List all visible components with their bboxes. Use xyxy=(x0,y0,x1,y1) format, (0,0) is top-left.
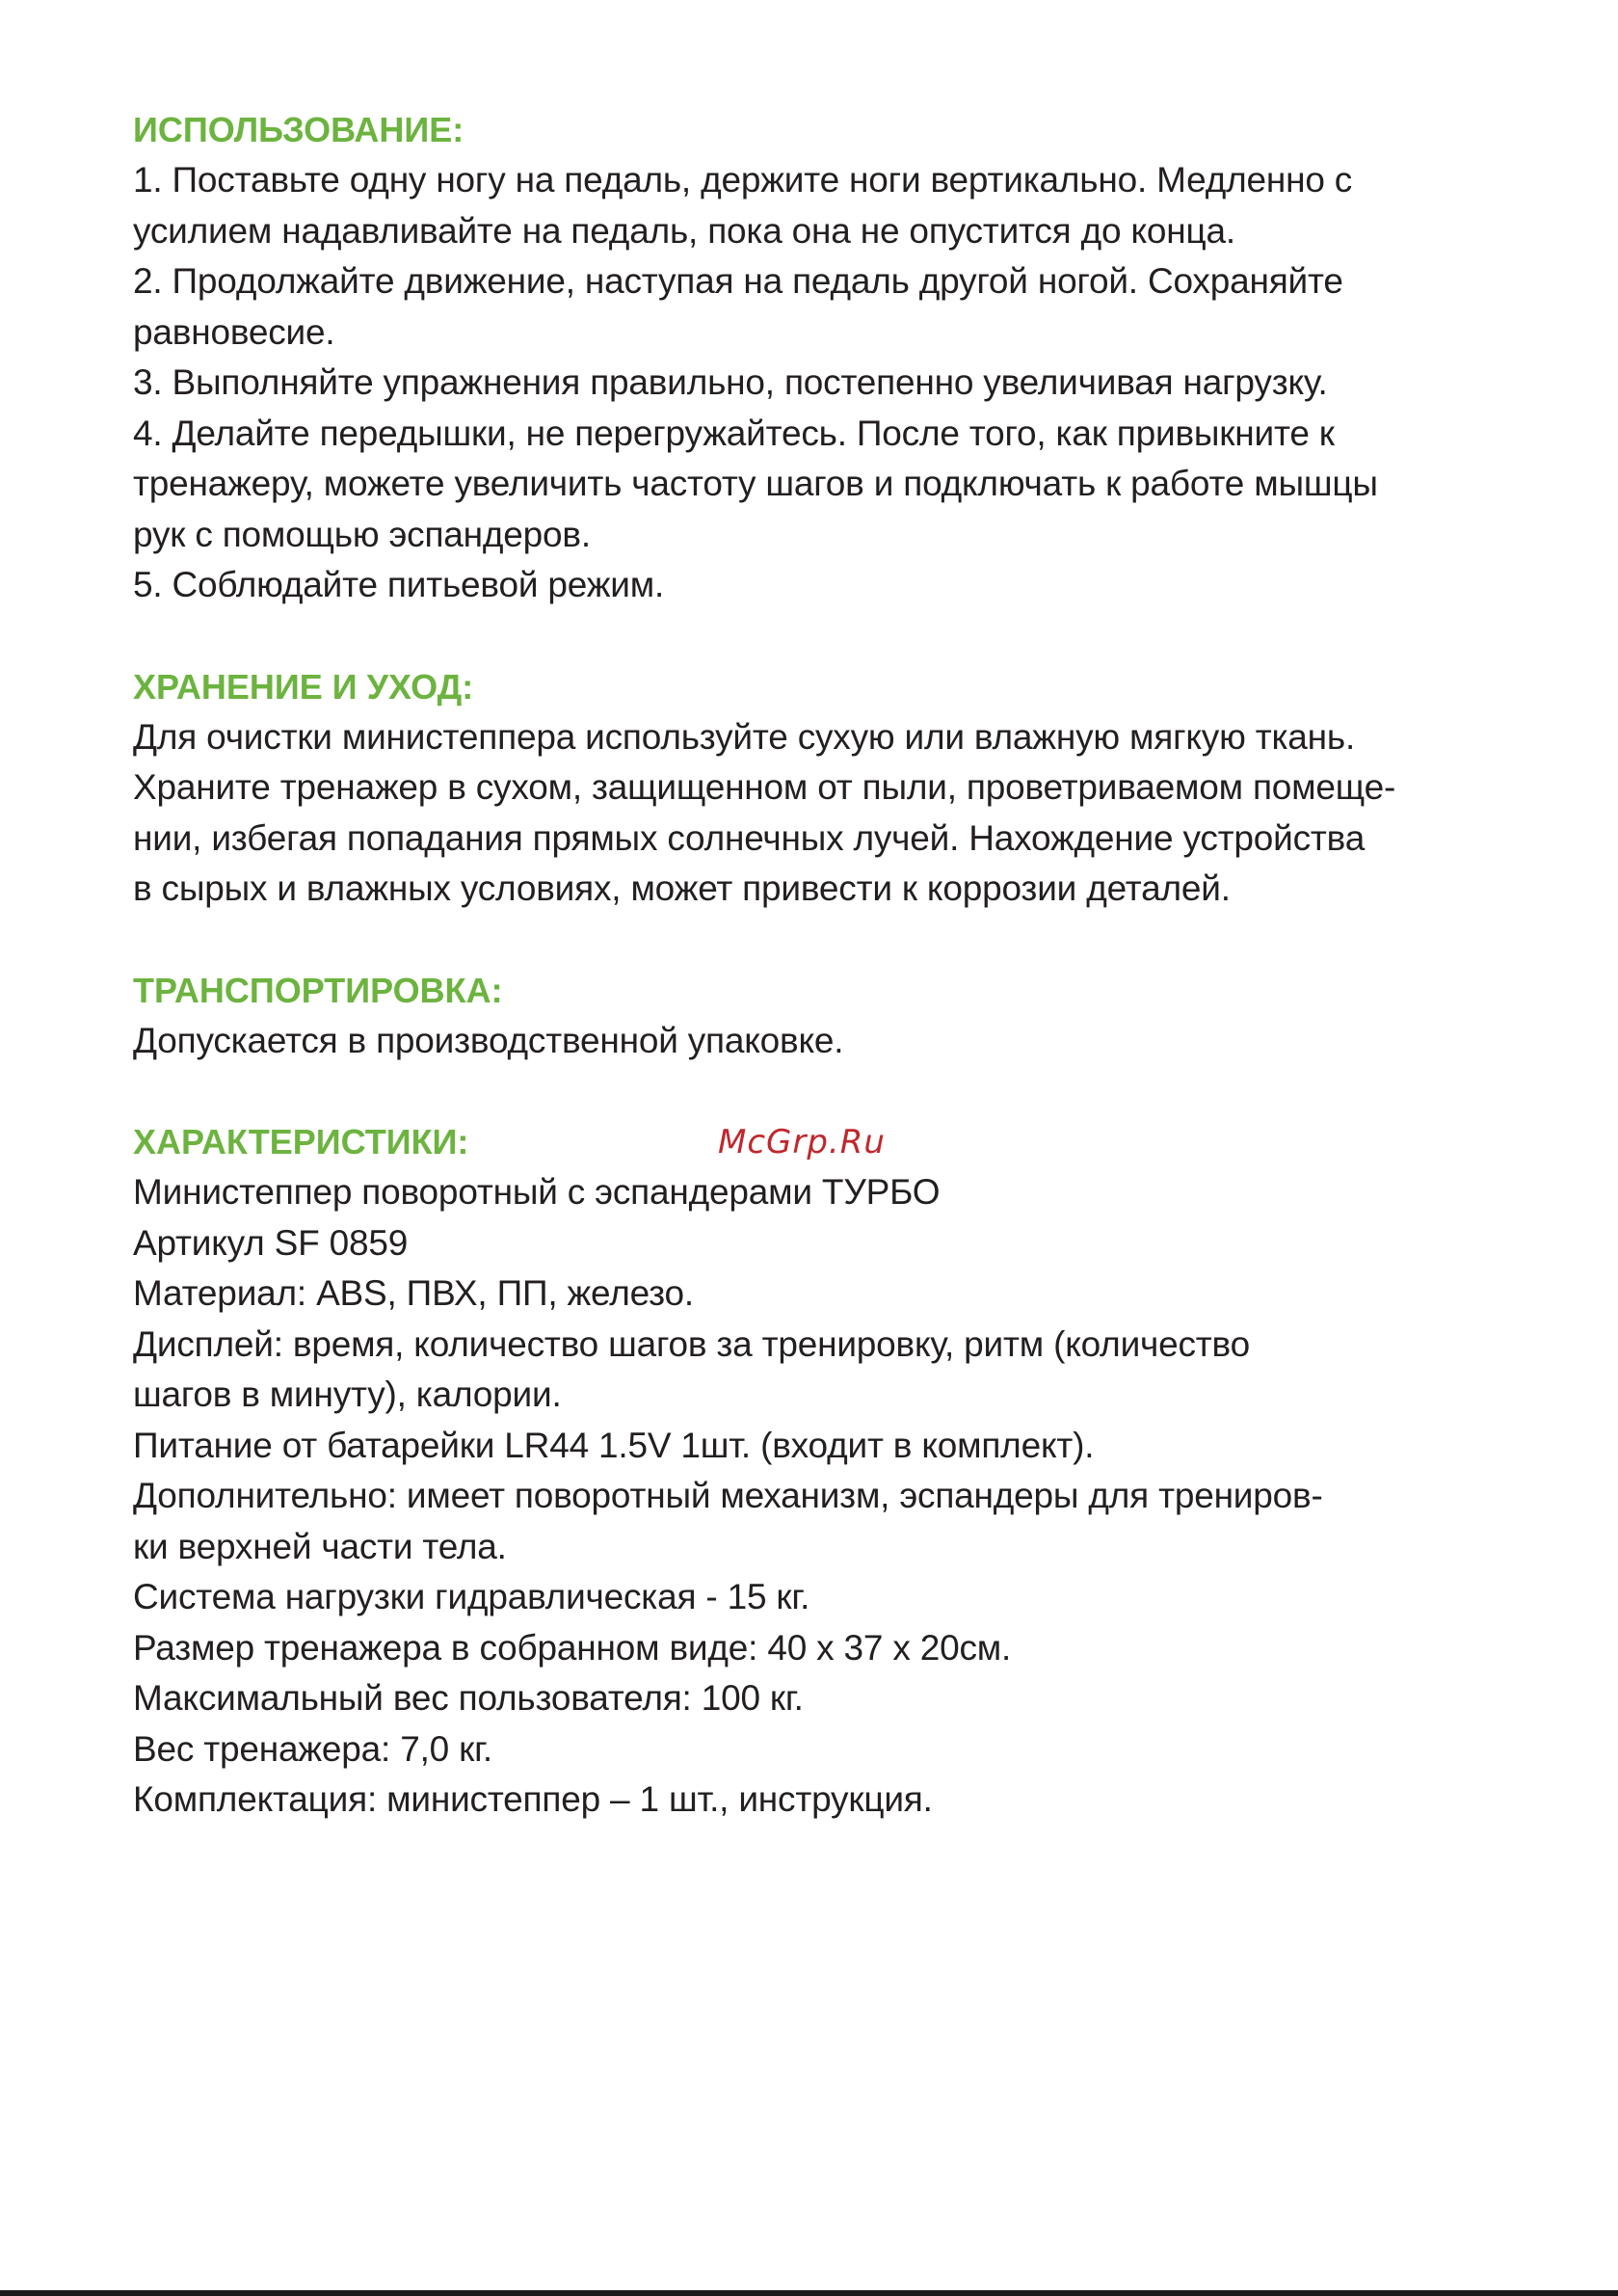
specs-section xyxy=(133,1116,1501,1826)
usage-line: 4. Делайте передышки, не перегружайтесь. После того, как привыкните к xyxy=(133,413,1335,453)
specs-line: Вес тренажера: 7,0 кг. xyxy=(133,1728,492,1769)
specs-line: Размер тренажера в собранном виде: 40 х 37 х 20см. xyxy=(133,1627,1012,1668)
storage-section xyxy=(133,661,1501,915)
specs-heading: ХАРАКТЕРИСТИКИ: xyxy=(133,1122,469,1161)
bottom-divider xyxy=(0,2290,1618,2296)
specs-line: Артикул SF 0859 xyxy=(133,1222,409,1263)
storage-line: нии, избегая попадания прямых солнечных лучей. Нахождение устройства xyxy=(133,817,1366,858)
transport-section xyxy=(133,965,1501,1067)
usage-line: 5. Соблюдайте питьевой режим. xyxy=(133,565,665,604)
storage-line: Храните тренажер в сухом, защищенном от пыли, проветриваемом помеще- xyxy=(133,767,1396,807)
specs-line: Питание от батарейки LR44 1.5V 1шт. (входит в комплект). xyxy=(133,1425,1095,1465)
usage-line: равновесие. xyxy=(133,311,335,352)
usage-line: рук с помощью эспандеров. xyxy=(133,514,591,554)
usage-section xyxy=(133,104,1501,611)
usage-line: 1. Поставьте одну ногу на педаль, держите ноги вертикально. Медленно с xyxy=(133,160,1353,200)
specs-line: шагов в минуту), калории. xyxy=(133,1375,562,1414)
specs-line: ки верхней части тела. xyxy=(133,1526,507,1566)
storage-line: в сырых и влажных условиях, может привести к коррозии деталей. xyxy=(133,868,1231,908)
storage-line: Для очистки министеппера используйте сухую или влажную мягкую ткань. xyxy=(133,716,1356,757)
specs-line: Система нагрузки гидравлическая - 15 кг. xyxy=(133,1577,810,1616)
specs-line: Максимальный вес пользователя: 100 кг. xyxy=(133,1678,804,1718)
transport-heading: ТРАНСПОРТИРОВКА: xyxy=(133,970,503,1010)
document-page xyxy=(133,104,1501,1876)
specs-line: Дисплей: время, количество шагов за тренировку, ритм (количество xyxy=(133,1323,1250,1364)
specs-line: Материал: ABS, ПВХ, ПП, железо. xyxy=(133,1273,694,1313)
usage-line: усилием надавливайте на педаль, пока она не опустится до конца. xyxy=(133,210,1235,251)
usage-heading: ИСПОЛЬЗОВАНИЕ: xyxy=(133,110,464,149)
usage-line: тренажеру, можете увеличить частоту шагов и подключать к работе мышцы xyxy=(133,464,1378,503)
storage-heading: ХРАНЕНИЕ И УХОД: xyxy=(133,666,474,707)
usage-line: 2. Продолжайте движение, наступая на педаль другой ногой. Сохраняйте xyxy=(133,261,1343,301)
specs-line: Министеппер поворотный с эспандерами ТУРБО xyxy=(133,1172,941,1212)
watermark[interactable]: McGrp.Ru xyxy=(718,1123,886,1161)
transport-line: Допускается в производственной упаковке. xyxy=(133,1020,844,1060)
usage-line: 3. Выполняйте упражнения правильно, постепенно увеличивая нагрузку. xyxy=(133,362,1328,402)
specs-line: Комплектация: министеппер – 1 шт., инструкция. xyxy=(133,1779,933,1819)
specs-line: Дополнительно: имеет поворотный механизм, эспандеры для трениров- xyxy=(133,1476,1323,1515)
